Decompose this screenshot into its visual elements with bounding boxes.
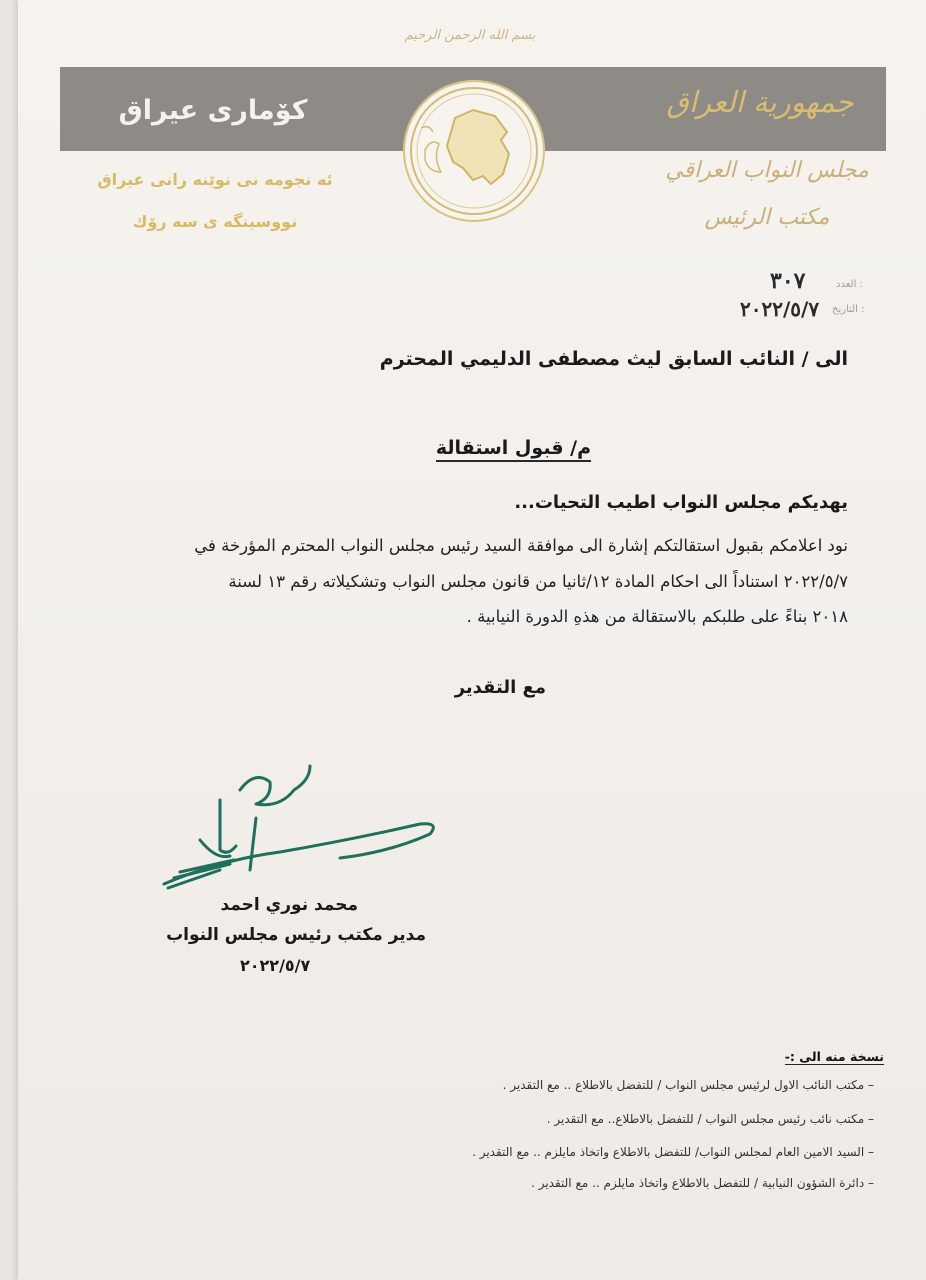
signer-title: مدير مكتب رئيس مجلس النواب bbox=[166, 925, 426, 945]
cc-item: – السيد الامين العام لمجلس النواب/ للتفضل بالاطلاع واتخاذ مايلزم .. مع التقدير . bbox=[472, 1145, 874, 1159]
cc-item: – مكتب النائب الاول لرئيس مجلس النواب / للتفضل بالاطلاع .. مع التقدير . bbox=[503, 1078, 874, 1092]
recipient-line: الى / النائب السابق ليث مصطفى الدليمي المحترم bbox=[379, 348, 848, 370]
kurdish-title: كۆمارى عيراق bbox=[118, 95, 308, 126]
arabic-office-name: مكتب الرئيس bbox=[704, 205, 830, 230]
cc-header: نسخة منه الى :- bbox=[784, 1049, 884, 1064]
body-line: ٢٠٢٢/٥/٧ استناداً الى احكام المادة ١٢/ثانيا من قانون مجلس النواب وتشكيلاته رقم ١٣ لسنة bbox=[228, 572, 848, 591]
kurdish-council-name: ئه نجومه نى نوێنه رانى عيراق bbox=[97, 170, 333, 189]
handwritten-signature bbox=[160, 760, 450, 904]
body-line: نود اعلامكم بقبول استقالتكم إشارة الى موافقة السيد رئيس مجلس النواب المحترم المؤرخة في bbox=[194, 536, 848, 555]
kurdish-office-name: نووسينگه ى سه رۆك bbox=[132, 212, 298, 231]
closing-line: مع التقدير bbox=[454, 677, 546, 698]
arabic-council-name: مجلس النواب العراقي bbox=[665, 158, 869, 183]
signature-date: ٢٠٢٢/٥/٧ bbox=[240, 956, 311, 975]
arabic-republic-title: جمهورية العراق bbox=[666, 85, 854, 119]
basmala: بسم الله الرحمن الرحيم bbox=[404, 28, 536, 43]
number-label: العدد : bbox=[836, 279, 863, 290]
greeting-line: يهديكم مجلس النواب اطيب التحيات... bbox=[514, 492, 848, 513]
cc-item: – مكتب نائب رئيس مجلس النواب / للتفضل بالاطلاع.. مع التقدير . bbox=[547, 1112, 874, 1126]
cc-item: – دائرة الشؤون النيابية / للتفضل بالاطلاع واتخاذ مايلزم .. مع التقدير . bbox=[531, 1176, 874, 1190]
subject-line: م/ قبول استقالة bbox=[436, 437, 591, 462]
iraq-emblem-icon bbox=[403, 80, 545, 222]
body-line: ٢٠١٨ بناءً على طلبكم بالاستقالة من هذهِ الدورة النيابية . bbox=[466, 607, 848, 626]
letter-date: ٢٠٢٢/٥/٧ bbox=[740, 297, 820, 321]
letter-number: ٣٠٧ bbox=[770, 268, 806, 294]
signer-name: محمد نوري احمد bbox=[220, 895, 358, 915]
date-label: التاريخ : bbox=[832, 304, 865, 315]
